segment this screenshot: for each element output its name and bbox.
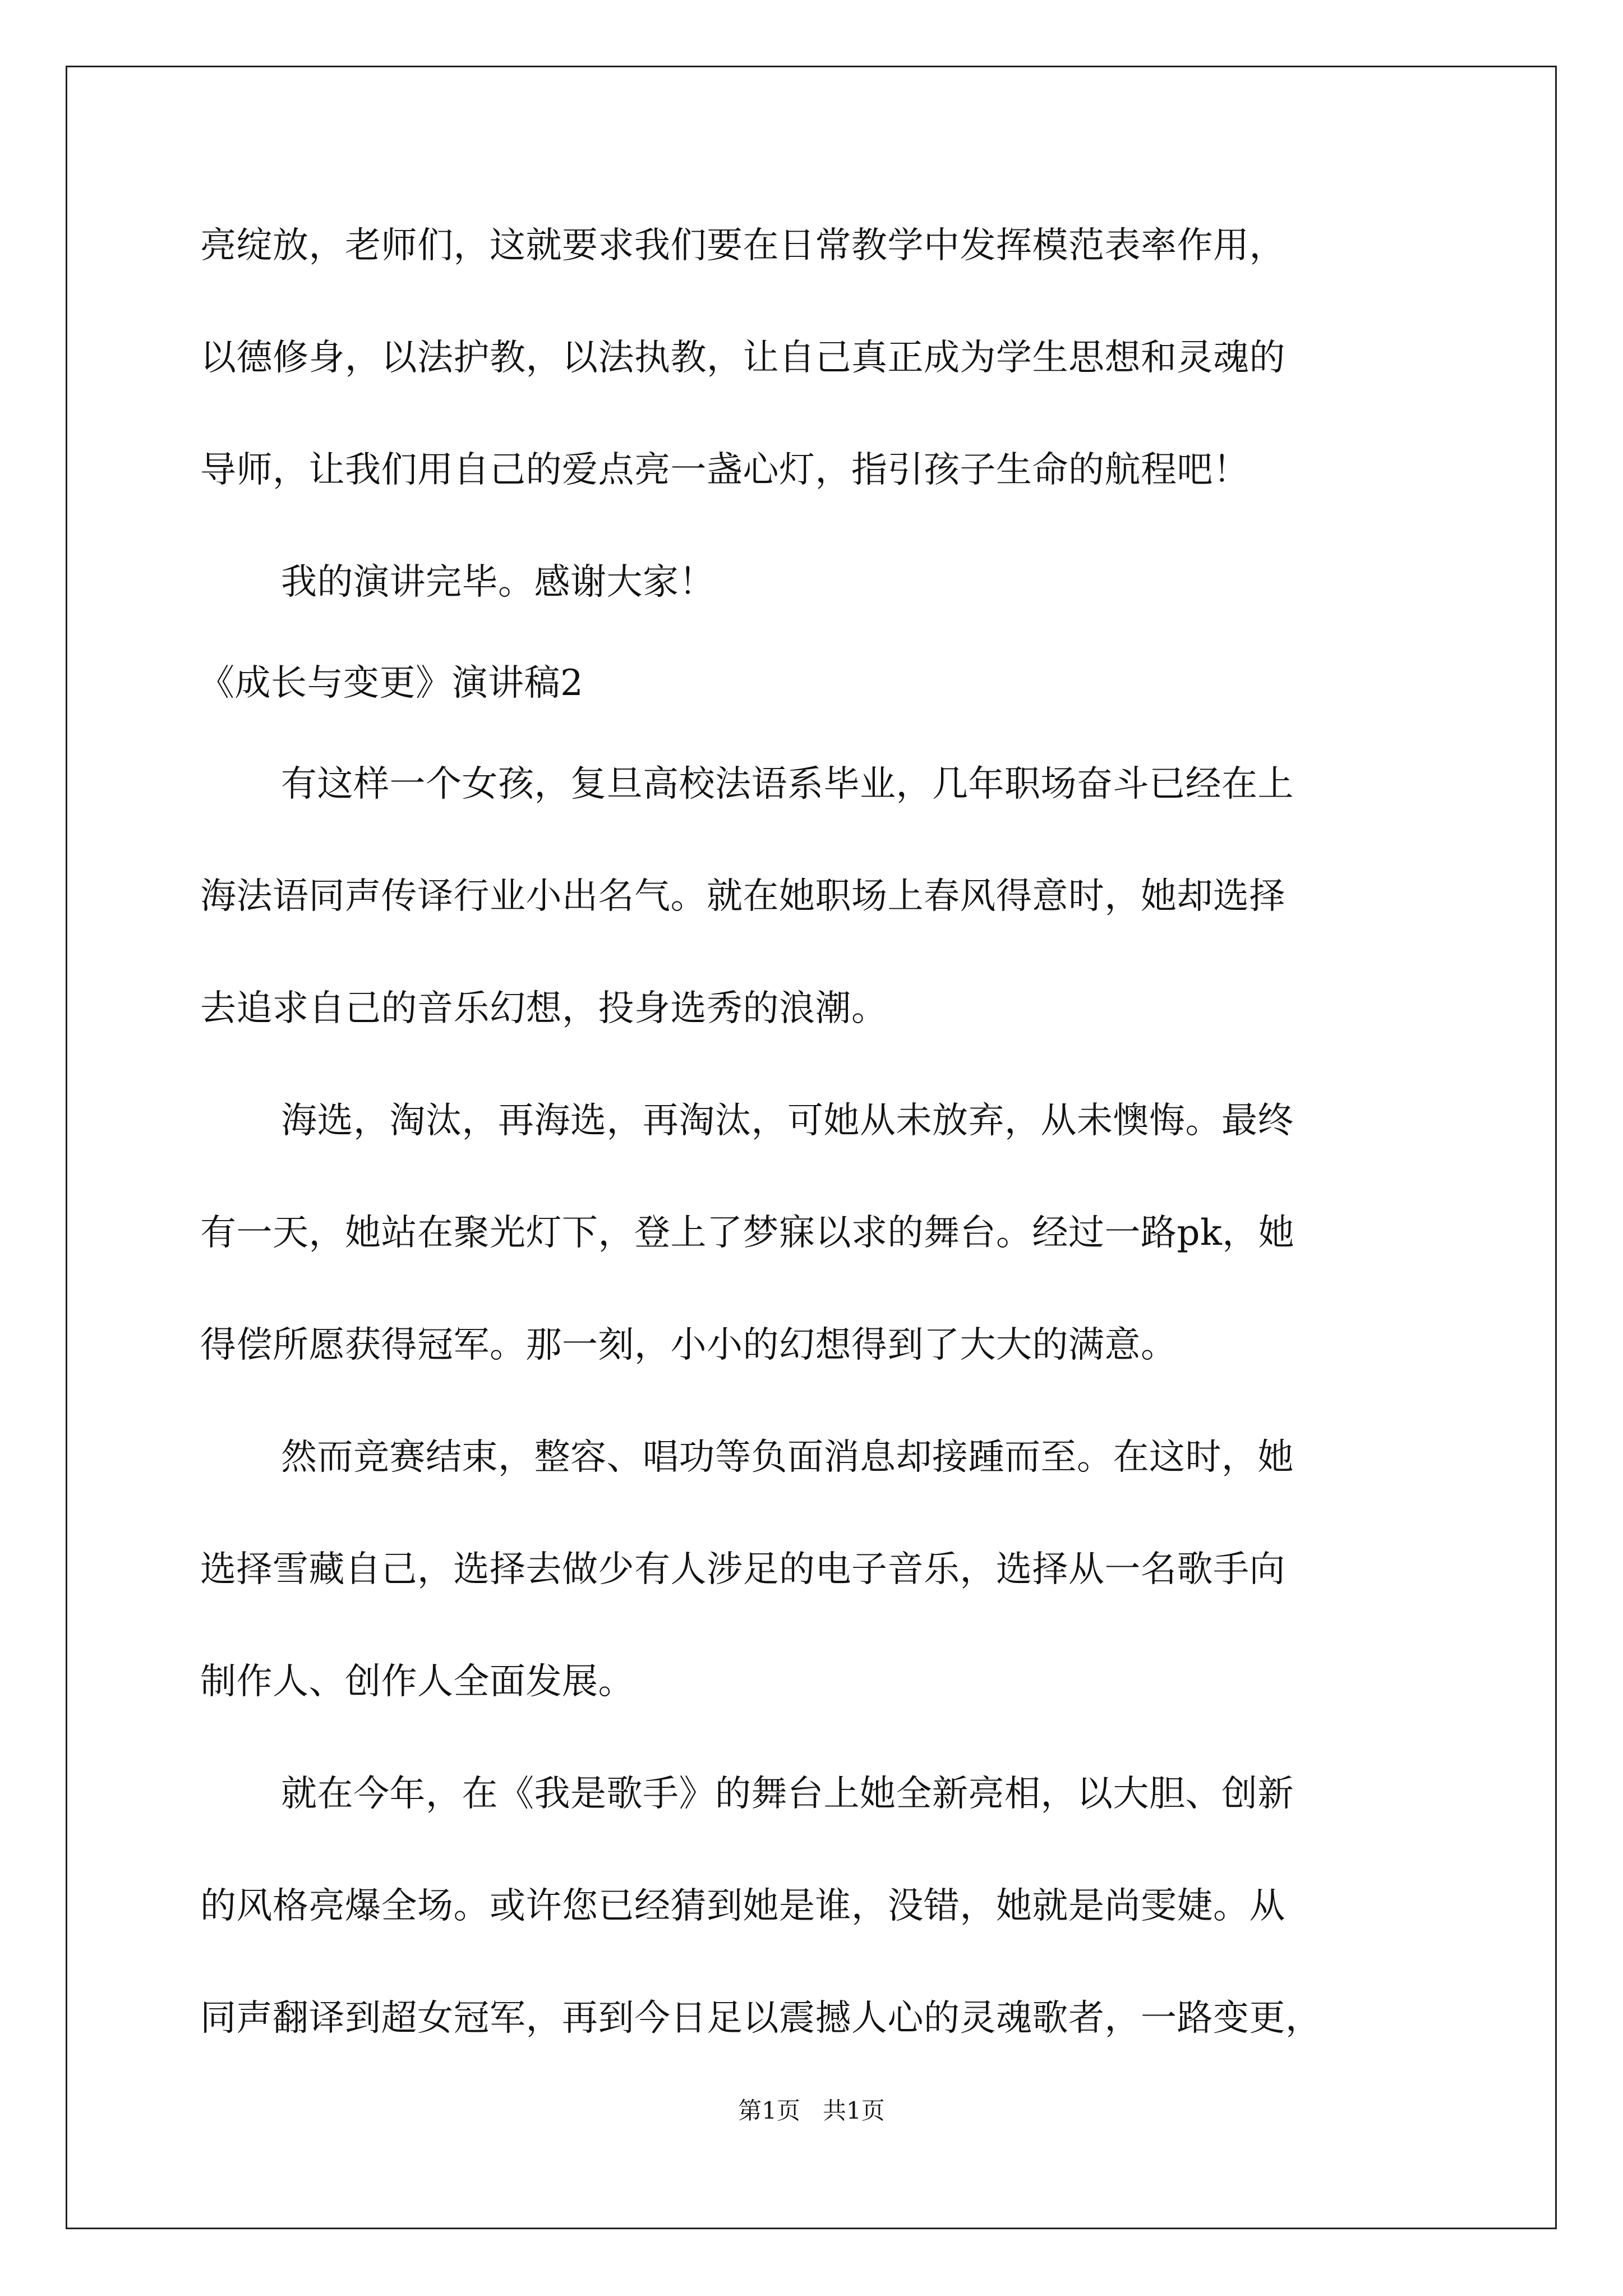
paragraph-line: 的风格亮爆全场。或许您已经猜到她是谁，没错，她就是尚雯婕。从 xyxy=(200,1885,1285,1927)
page-number-footer: 第1页 共1页 xyxy=(738,2097,885,2124)
paragraph-line: 得偿所愿获得冠军。那一刻，小小的幻想得到了大大的满意。 xyxy=(200,1324,1177,1366)
paragraph-line: 我的演讲完毕。感谢大家！ xyxy=(281,562,715,603)
paragraph-line: 然而竞赛结束，整容、唱功等负面消息却接踵而至。在这时，她 xyxy=(281,1437,1294,1478)
paragraph-line: 海选，淘汰，再海选，再淘汰，可她从未放弃，从未懊悔。最终 xyxy=(281,1100,1294,1142)
paragraph-line: 有一天，她站在聚光灯下，登上了梦寐以求的舞台。经过一路pk，她 xyxy=(200,1212,1295,1254)
paragraph-line: 就在今年，在《我是歌手》的舞台上她全新亮相，以大胆、创新 xyxy=(281,1773,1294,1815)
paragraph-line: 亮绽放，老师们，这就要求我们要在日常教学中发挥模范表率作用， xyxy=(200,225,1285,266)
paragraph-line: 导师，让我们用自己的爱点亮一盏心灯，指引孩子生命的航程吧！ xyxy=(200,449,1249,491)
paragraph-line: 选择雪藏自己，选择去做少有人涉足的电子音乐，选择从一名歌手向 xyxy=(200,1549,1285,1590)
section-heading: 《成长与变更》演讲稿2 xyxy=(199,662,584,704)
paragraph-line: 制作人、创作人全面发展。 xyxy=(200,1661,634,1703)
paragraph-line: 有这样一个女孩，复旦高校法语系毕业，几年职场奋斗已经在上 xyxy=(281,763,1294,805)
paragraph-line: 海法语同声传译行业小出名气。就在她职场上春风得意时，她却选择 xyxy=(200,876,1285,917)
paragraph-line: 以德修身，以法护教，以法执教，让自己真正成为学生思想和灵魂的 xyxy=(200,337,1285,379)
paragraph-line: 去追求自己的音乐幻想，投身选秀的浪潮。 xyxy=(200,988,888,1029)
paragraph-line: 同声翻译到超女冠军，再到今日足以震撼人心的灵魂歌者，一路变更， xyxy=(200,1998,1322,2039)
